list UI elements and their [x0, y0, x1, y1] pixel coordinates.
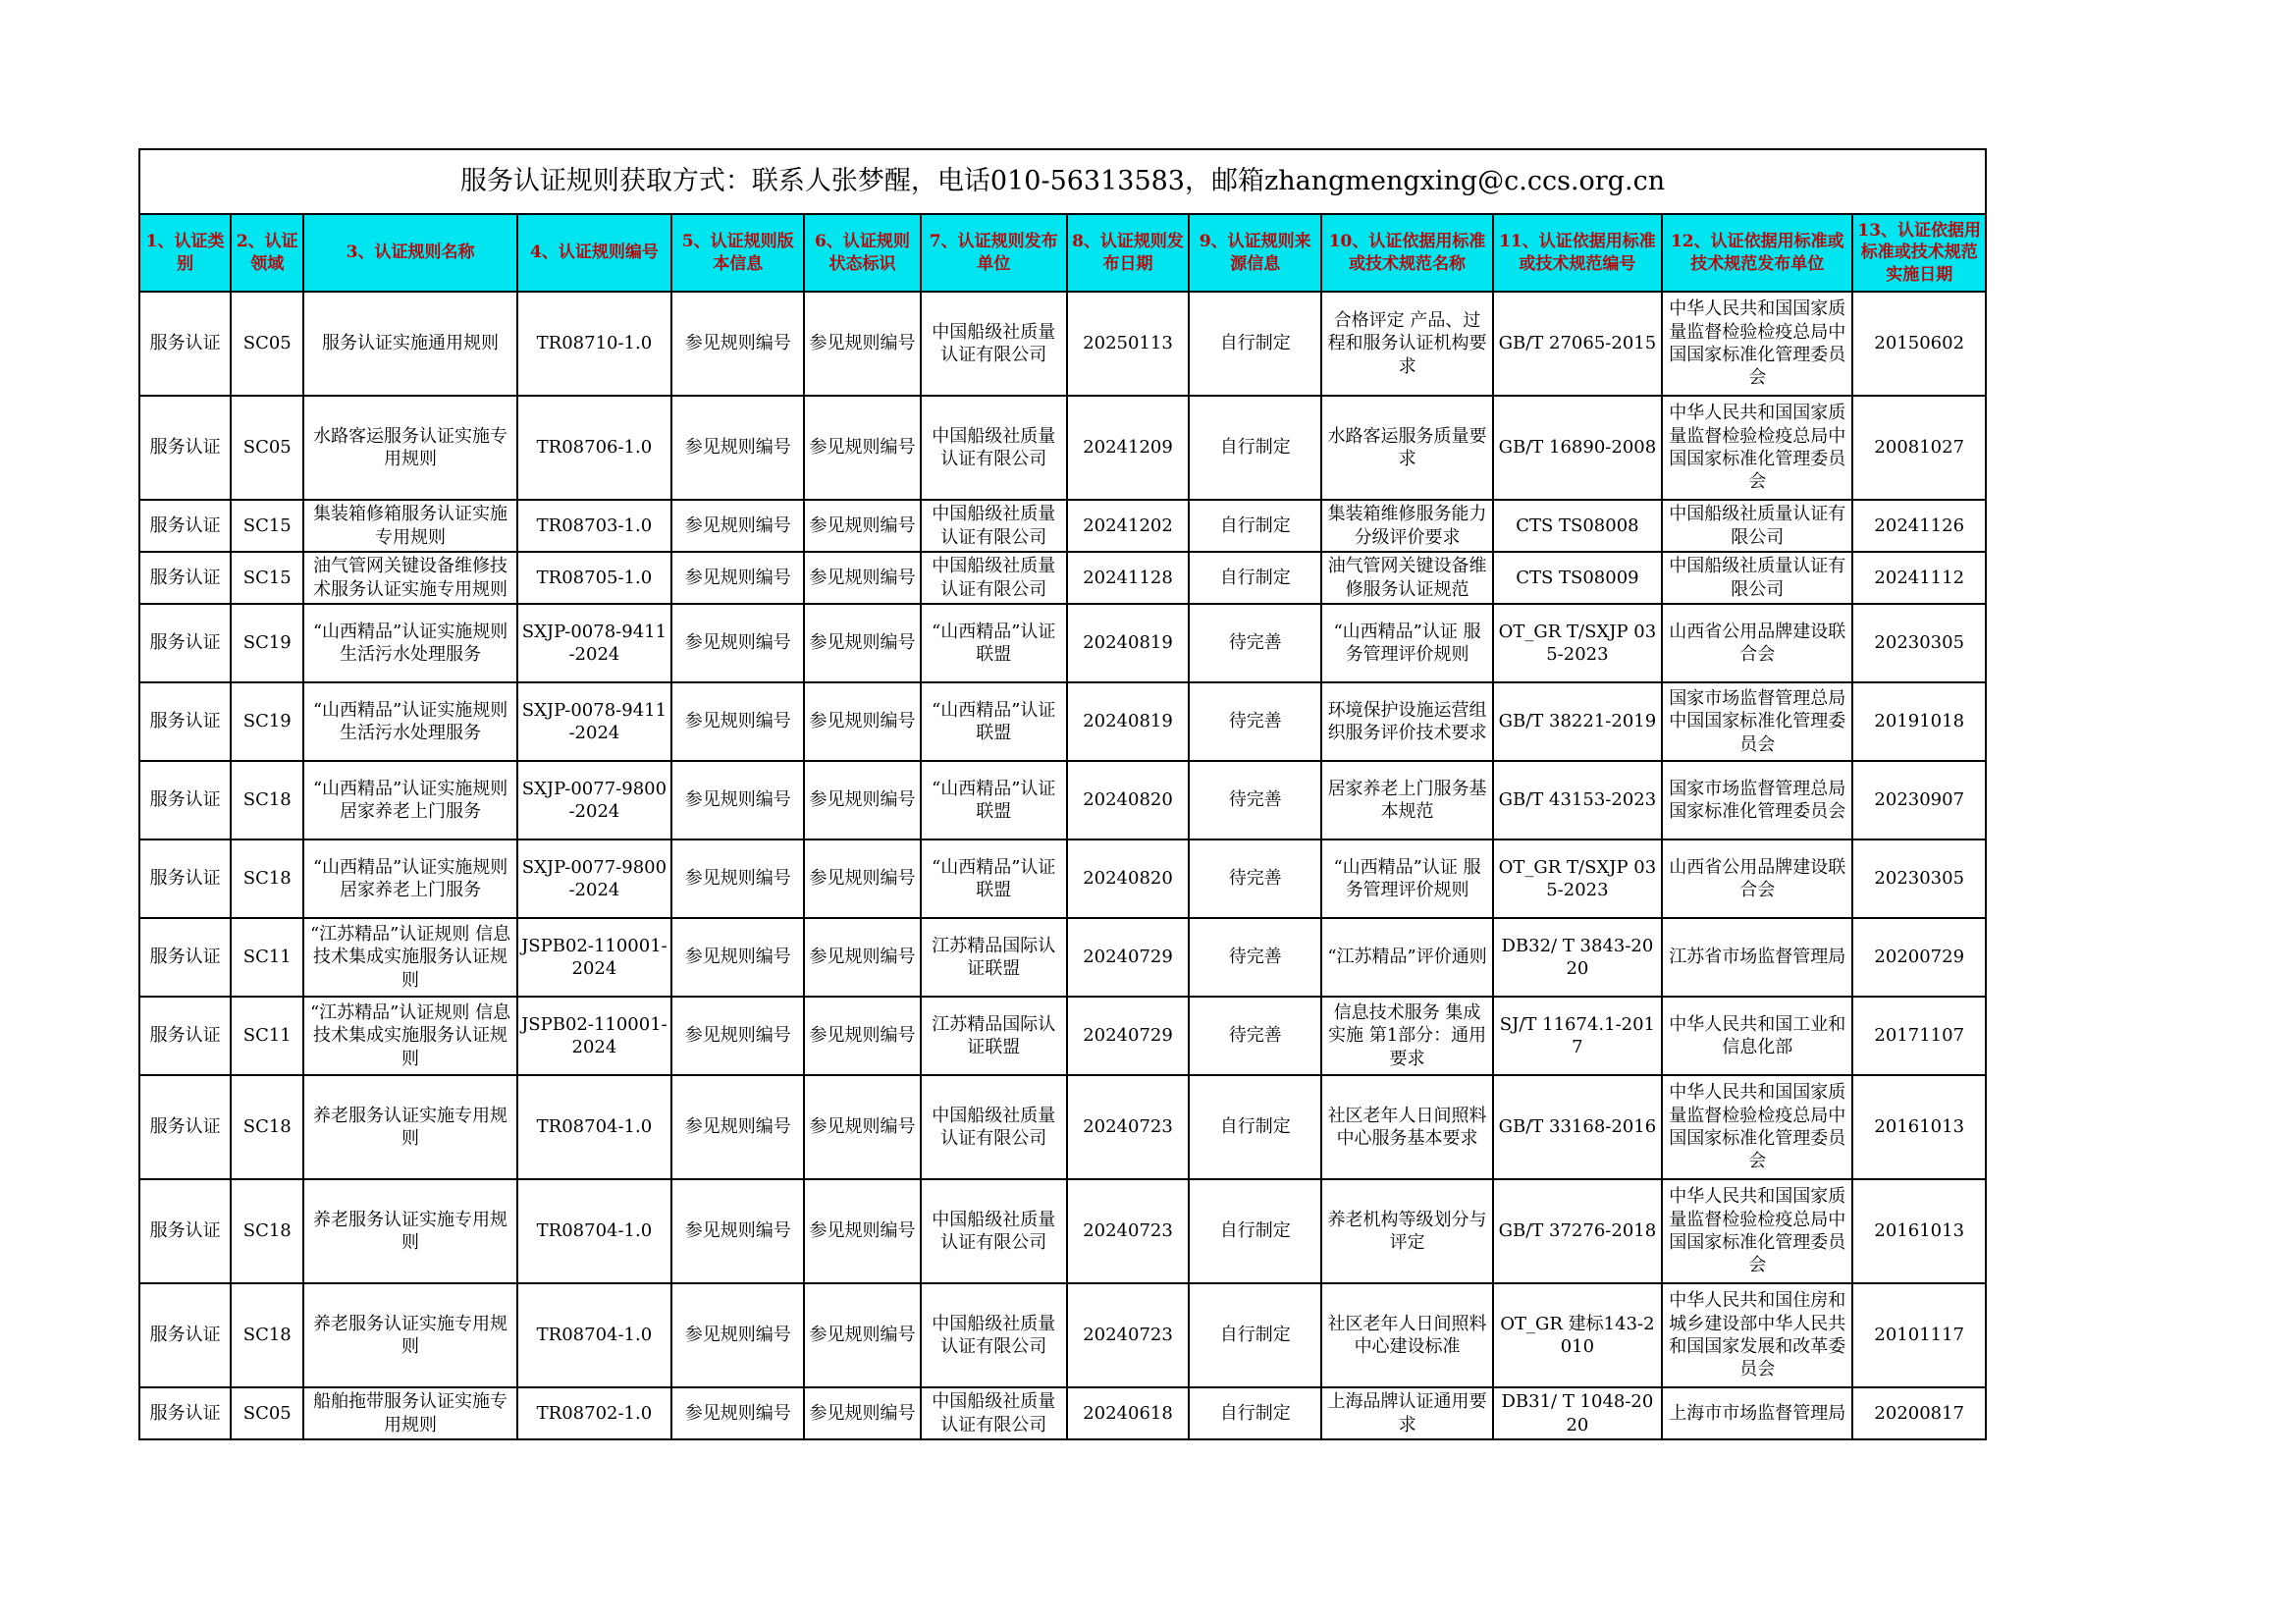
table-cell-col-4: TR08704-1.0 — [517, 1179, 671, 1283]
table-cell-col-1: 服务认证 — [139, 604, 231, 682]
table-row — [139, 1179, 1986, 1283]
table-cell-col-1: 服务认证 — [139, 1387, 231, 1439]
table-cell-col-8: 20240729 — [1067, 997, 1189, 1075]
table-cell-col-8: 20241202 — [1067, 500, 1189, 552]
table-cell-col-5: 参见规则编号 — [671, 552, 804, 604]
table-cell-col-5: 参见规则编号 — [671, 997, 804, 1075]
table-cell-col-6: 参见规则编号 — [804, 1387, 920, 1439]
table-cell-col-9: 自行制定 — [1189, 500, 1321, 552]
table-cell-col-9: 待完善 — [1189, 997, 1321, 1075]
table-cell-col-5: 参见规则编号 — [671, 1283, 804, 1387]
table-cell-col-10: 社区老年人日间照料中心建设标准 — [1321, 1283, 1492, 1387]
column-header-7: 7、认证规则发布单位 — [921, 214, 1067, 292]
table-cell-col-11: OT_GR T/SXJP 035-2023 — [1493, 839, 1662, 918]
table-cell-col-12: 中华人民共和国工业和信息化部 — [1662, 997, 1852, 1075]
table-cell-col-11: CTS TS08008 — [1493, 500, 1662, 552]
table-cell-col-1: 服务认证 — [139, 500, 231, 552]
table-cell-col-10: 环境保护设施运营组织服务评价技术要求 — [1321, 682, 1492, 761]
table-cell-col-9: 自行制定 — [1189, 552, 1321, 604]
table-cell-col-13: 20241126 — [1852, 500, 1986, 552]
table-cell-col-6: 参见规则编号 — [804, 682, 920, 761]
table-cell-col-10: 上海品牌认证通用要求 — [1321, 1387, 1492, 1439]
column-header-12: 12、认证依据用标准或技术规范发布单位 — [1662, 214, 1852, 292]
table-row — [139, 552, 1986, 604]
table-cell-col-12: 国家市场监督管理总局中国国家标准化管理委员会 — [1662, 682, 1852, 761]
table-cell-col-8: 20240819 — [1067, 604, 1189, 682]
table-cell-col-4: TR08705-1.0 — [517, 552, 671, 604]
table-cell-col-8: 20241128 — [1067, 552, 1189, 604]
table-cell-col-1: 服务认证 — [139, 1283, 231, 1387]
table-cell-col-3: 养老服务认证实施专用规则 — [303, 1179, 516, 1283]
column-header-5: 5、认证规则版本信息 — [671, 214, 804, 292]
table-cell-col-10: 信息技术服务 集成实施 第1部分：通用要求 — [1321, 997, 1492, 1075]
table-cell-col-4: TR08704-1.0 — [517, 1075, 671, 1179]
table-cell-col-10: 集装箱维修服务能力分级评价要求 — [1321, 500, 1492, 552]
table-cell-col-6: 参见规则编号 — [804, 552, 920, 604]
column-header-9: 9、认证规则来源信息 — [1189, 214, 1321, 292]
table-cell-col-2: SC05 — [231, 396, 303, 500]
table-cell-col-4: SXJP-0077-9800-2024 — [517, 839, 671, 918]
table-cell-col-4: JSPB02-110001-2024 — [517, 918, 671, 997]
table-cell-col-7: 中国船级社质量认证有限公司 — [921, 1075, 1067, 1179]
table-cell-col-10: 社区老年人日间照料中心服务基本要求 — [1321, 1075, 1492, 1179]
table-row — [139, 1283, 1986, 1387]
table-cell-col-12: 中华人民共和国国家质量监督检验检疫总局中国国家标准化管理委员会 — [1662, 396, 1852, 500]
table-cell-col-12: 上海市市场监督管理局 — [1662, 1387, 1852, 1439]
table-cell-col-5: 参见规则编号 — [671, 604, 804, 682]
table-cell-col-5: 参见规则编号 — [671, 761, 804, 839]
column-header-3: 3、认证规则名称 — [303, 214, 516, 292]
table-cell-col-2: SC15 — [231, 500, 303, 552]
table-cell-col-4: TR08702-1.0 — [517, 1387, 671, 1439]
table-cell-col-9: 自行制定 — [1189, 1179, 1321, 1283]
table-cell-col-13: 20200729 — [1852, 918, 1986, 997]
table-cell-col-9: 待完善 — [1189, 682, 1321, 761]
table-cell-col-5: 参见规则编号 — [671, 839, 804, 918]
table-cell-col-4: TR08703-1.0 — [517, 500, 671, 552]
table-cell-col-12: 江苏省市场监督管理局 — [1662, 918, 1852, 997]
table-cell-col-11: OT_GR T/SXJP 035-2023 — [1493, 604, 1662, 682]
table-cell-col-7: 中国船级社质量认证有限公司 — [921, 500, 1067, 552]
table-cell-col-6: 参见规则编号 — [804, 604, 920, 682]
table-cell-col-1: 服务认证 — [139, 997, 231, 1075]
table-cell-col-7: 中国船级社质量认证有限公司 — [921, 1387, 1067, 1439]
column-header-4: 4、认证规则编号 — [517, 214, 671, 292]
table-cell-col-1: 服务认证 — [139, 761, 231, 839]
table-cell-col-1: 服务认证 — [139, 918, 231, 997]
table-cell-col-3: “江苏精品”认证规则 信息技术集成实施服务认证规则 — [303, 997, 516, 1075]
table-row — [139, 761, 1986, 839]
table-cell-col-11: GB/T 33168-2016 — [1493, 1075, 1662, 1179]
certification-rules-table — [138, 148, 1987, 1440]
table-cell-col-9: 自行制定 — [1189, 292, 1321, 396]
table-cell-col-4: TR08704-1.0 — [517, 1283, 671, 1387]
table-cell-col-3: 集装箱修箱服务认证实施专用规则 — [303, 500, 516, 552]
table-cell-col-7: “山西精品”认证联盟 — [921, 761, 1067, 839]
table-row — [139, 918, 1986, 997]
table-cell-col-13: 20171107 — [1852, 997, 1986, 1075]
table-row — [139, 682, 1986, 761]
table-cell-col-4: JSPB02-110001-2024 — [517, 997, 671, 1075]
table-cell-col-2: SC18 — [231, 1179, 303, 1283]
table-cell-col-5: 参见规则编号 — [671, 1075, 804, 1179]
table-row — [139, 1387, 1986, 1439]
table-cell-col-7: 中国船级社质量认证有限公司 — [921, 396, 1067, 500]
table-cell-col-7: 中国船级社质量认证有限公司 — [921, 552, 1067, 604]
table-cell-col-9: 自行制定 — [1189, 1283, 1321, 1387]
table-cell-col-8: 20240723 — [1067, 1179, 1189, 1283]
table-cell-col-10: 水路客运服务质量要求 — [1321, 396, 1492, 500]
table-cell-col-7: 中国船级社质量认证有限公司 — [921, 1179, 1067, 1283]
table-cell-col-8: 20240723 — [1067, 1283, 1189, 1387]
table-cell-col-11: GB/T 37276-2018 — [1493, 1179, 1662, 1283]
table-cell-col-6: 参见规则编号 — [804, 839, 920, 918]
table-cell-col-13: 20150602 — [1852, 292, 1986, 396]
table-cell-col-10: “山西精品”认证 服务管理评价规则 — [1321, 604, 1492, 682]
table-cell-col-5: 参见规则编号 — [671, 292, 804, 396]
table-cell-col-6: 参见规则编号 — [804, 292, 920, 396]
table-cell-col-7: 中国船级社质量认证有限公司 — [921, 292, 1067, 396]
table-cell-col-4: SXJP-0078-9411-2024 — [517, 604, 671, 682]
table-cell-col-7: 中国船级社质量认证有限公司 — [921, 1283, 1067, 1387]
table-cell-col-8: 20241209 — [1067, 396, 1189, 500]
table-cell-col-13: 20191018 — [1852, 682, 1986, 761]
table-cell-col-6: 参见规则编号 — [804, 1179, 920, 1283]
table-cell-col-2: SC18 — [231, 1075, 303, 1179]
table-cell-col-12: 中国船级社质量认证有限公司 — [1662, 500, 1852, 552]
table-cell-col-10: 居家养老上门服务基本规范 — [1321, 761, 1492, 839]
table-cell-col-1: 服务认证 — [139, 839, 231, 918]
table-cell-col-1: 服务认证 — [139, 292, 231, 396]
table-cell-col-6: 参见规则编号 — [804, 500, 920, 552]
table-cell-col-8: 20240723 — [1067, 1075, 1189, 1179]
table-cell-col-2: SC19 — [231, 604, 303, 682]
table-cell-col-4: TR08710-1.0 — [517, 292, 671, 396]
table-cell-col-1: 服务认证 — [139, 1179, 231, 1283]
table-cell-col-7: “山西精品”认证联盟 — [921, 604, 1067, 682]
table-cell-col-2: SC15 — [231, 552, 303, 604]
table-cell-col-13: 20081027 — [1852, 396, 1986, 500]
table-cell-col-7: “山西精品”认证联盟 — [921, 682, 1067, 761]
table-cell-col-6: 参见规则编号 — [804, 761, 920, 839]
table-cell-col-11: OT_GR 建标143-2010 — [1493, 1283, 1662, 1387]
table-cell-col-1: 服务认证 — [139, 1075, 231, 1179]
table-cell-col-10: 养老机构等级划分与评定 — [1321, 1179, 1492, 1283]
table-cell-col-3: “山西精品”认证实施规则 生活污水处理服务 — [303, 604, 516, 682]
table-cell-col-2: SC05 — [231, 1387, 303, 1439]
table-row — [139, 839, 1986, 918]
table-cell-col-11: DB32/ T 3843-2020 — [1493, 918, 1662, 997]
table-cell-col-5: 参见规则编号 — [671, 500, 804, 552]
column-header-2: 2、认证领域 — [231, 214, 303, 292]
table-cell-col-12: 中华人民共和国国家质量监督检验检疫总局中国国家标准化管理委员会 — [1662, 1179, 1852, 1283]
table-cell-col-8: 20240819 — [1067, 682, 1189, 761]
table-cell-col-8: 20240820 — [1067, 761, 1189, 839]
table-cell-col-3: “山西精品”认证实施规则 居家养老上门服务 — [303, 761, 516, 839]
table-cell-col-10: 油气管网关键设备维修服务认证规范 — [1321, 552, 1492, 604]
table-cell-col-1: 服务认证 — [139, 682, 231, 761]
table-cell-col-6: 参见规则编号 — [804, 918, 920, 997]
table-cell-col-9: 自行制定 — [1189, 1075, 1321, 1179]
table-row — [139, 292, 1986, 396]
table-cell-col-11: GB/T 38221-2019 — [1493, 682, 1662, 761]
table-cell-col-9: 待完善 — [1189, 839, 1321, 918]
table-cell-col-11: CTS TS08009 — [1493, 552, 1662, 604]
table-cell-col-7: 江苏精品国际认证联盟 — [921, 918, 1067, 997]
table-cell-col-2: SC11 — [231, 997, 303, 1075]
header-row — [139, 214, 1986, 292]
table-cell-col-13: 20230907 — [1852, 761, 1986, 839]
table-cell-col-2: SC19 — [231, 682, 303, 761]
table-cell-col-11: DB31/ T 1048-2020 — [1493, 1387, 1662, 1439]
table-cell-col-6: 参见规则编号 — [804, 396, 920, 500]
table-cell-col-5: 参见规则编号 — [671, 682, 804, 761]
table-cell-col-12: 中华人民共和国国家质量监督检验检疫总局中国国家标准化管理委员会 — [1662, 292, 1852, 396]
table-cell-col-12: 山西省公用品牌建设联合会 — [1662, 839, 1852, 918]
table-cell-col-8: 20240618 — [1067, 1387, 1189, 1439]
table-cell-col-2: SC11 — [231, 918, 303, 997]
table-cell-col-3: 养老服务认证实施专用规则 — [303, 1283, 516, 1387]
table-cell-col-5: 参见规则编号 — [671, 1387, 804, 1439]
column-header-11: 11、认证依据用标准或技术规范编号 — [1493, 214, 1662, 292]
table-cell-col-3: 养老服务认证实施专用规则 — [303, 1075, 516, 1179]
table-cell-col-1: 服务认证 — [139, 552, 231, 604]
table-cell-col-3: 水路客运服务认证实施专用规则 — [303, 396, 516, 500]
table-cell-col-8: 20240729 — [1067, 918, 1189, 997]
table-cell-col-7: “山西精品”认证联盟 — [921, 839, 1067, 918]
table-cell-col-4: SXJP-0077-9800-2024 — [517, 761, 671, 839]
table-cell-col-8: 20250113 — [1067, 292, 1189, 396]
table-cell-col-9: 自行制定 — [1189, 396, 1321, 500]
table-cell-col-12: 国家市场监督管理总局国家标准化管理委员会 — [1662, 761, 1852, 839]
table-cell-col-9: 待完善 — [1189, 761, 1321, 839]
table-cell-col-13: 20161013 — [1852, 1075, 1986, 1179]
table-cell-col-7: 江苏精品国际认证联盟 — [921, 997, 1067, 1075]
table-body — [139, 292, 1986, 1439]
table-cell-col-6: 参见规则编号 — [804, 1283, 920, 1387]
table-cell-col-11: GB/T 16890-2008 — [1493, 396, 1662, 500]
table-cell-col-13: 20230305 — [1852, 839, 1986, 918]
table-cell-col-3: 油气管网关键设备维修技术服务认证实施专用规则 — [303, 552, 516, 604]
table-cell-col-2: SC05 — [231, 292, 303, 396]
table-cell-col-6: 参见规则编号 — [804, 997, 920, 1075]
table-cell-col-12: 中国船级社质量认证有限公司 — [1662, 552, 1852, 604]
table-cell-col-8: 20240820 — [1067, 839, 1189, 918]
table-cell-col-13: 20161013 — [1852, 1179, 1986, 1283]
column-header-13: 13、认证依据用标准或技术规范实施日期 — [1852, 214, 1986, 292]
table-cell-col-4: SXJP-0078-9411-2024 — [517, 682, 671, 761]
table-cell-col-3: “江苏精品”认证规则 信息技术集成实施服务认证规则 — [303, 918, 516, 997]
table-cell-col-5: 参见规则编号 — [671, 396, 804, 500]
table-cell-col-10: 合格评定 产品、过程和服务认证机构要求 — [1321, 292, 1492, 396]
table-cell-col-2: SC18 — [231, 761, 303, 839]
table-row — [139, 604, 1986, 682]
column-header-10: 10、认证依据用标准或技术规范名称 — [1321, 214, 1492, 292]
table-cell-col-5: 参见规则编号 — [671, 918, 804, 997]
table-cell-col-13: 20200817 — [1852, 1387, 1986, 1439]
table-cell-col-9: 自行制定 — [1189, 1387, 1321, 1439]
table-cell-col-3: 服务认证实施通用规则 — [303, 292, 516, 396]
table-row — [139, 1075, 1986, 1179]
table-row — [139, 500, 1986, 552]
table-row — [139, 997, 1986, 1075]
table-cell-col-4: TR08706-1.0 — [517, 396, 671, 500]
table-cell-col-10: “山西精品”认证 服务管理评价规则 — [1321, 839, 1492, 918]
table-cell-col-11: SJ/T 11674.1-2017 — [1493, 997, 1662, 1075]
table-cell-col-3: “山西精品”认证实施规则 居家养老上门服务 — [303, 839, 516, 918]
column-header-1: 1、认证类别 — [139, 214, 231, 292]
table-cell-col-12: 中华人民共和国住房和城乡建设部中华人民共和国国家发展和改革委员会 — [1662, 1283, 1852, 1387]
table-cell-col-2: SC18 — [231, 1283, 303, 1387]
table-cell-col-2: SC18 — [231, 839, 303, 918]
table-cell-col-12: 中华人民共和国国家质量监督检验检疫总局中国国家标准化管理委员会 — [1662, 1075, 1852, 1179]
table-cell-col-6: 参见规则编号 — [804, 1075, 920, 1179]
table-cell-col-1: 服务认证 — [139, 396, 231, 500]
table-cell-col-12: 山西省公用品牌建设联合会 — [1662, 604, 1852, 682]
table-cell-col-5: 参见规则编号 — [671, 1179, 804, 1283]
table-cell-col-10: “江苏精品”评价通则 — [1321, 918, 1492, 997]
table-cell-col-11: GB/T 43153-2023 — [1493, 761, 1662, 839]
table-cell-col-13: 20230305 — [1852, 604, 1986, 682]
column-header-8: 8、认证规则发布日期 — [1067, 214, 1189, 292]
table-title: 服务认证规则获取方式：联系人张梦醒，电话010-56313583，邮箱zhangmengxing@c.ccs.org.cn — [139, 149, 1986, 214]
title-row — [139, 149, 1986, 214]
table-cell-col-13: 20241112 — [1852, 552, 1986, 604]
table-cell-col-3: 船舶拖带服务认证实施专用规则 — [303, 1387, 516, 1439]
table-cell-col-11: GB/T 27065-2015 — [1493, 292, 1662, 396]
column-header-6: 6、认证规则状态标识 — [804, 214, 920, 292]
table-cell-col-13: 20101117 — [1852, 1283, 1986, 1387]
table-cell-col-9: 待完善 — [1189, 604, 1321, 682]
table-cell-col-9: 待完善 — [1189, 918, 1321, 997]
table-cell-col-3: “山西精品”认证实施规则 生活污水处理服务 — [303, 682, 516, 761]
table-row — [139, 396, 1986, 500]
